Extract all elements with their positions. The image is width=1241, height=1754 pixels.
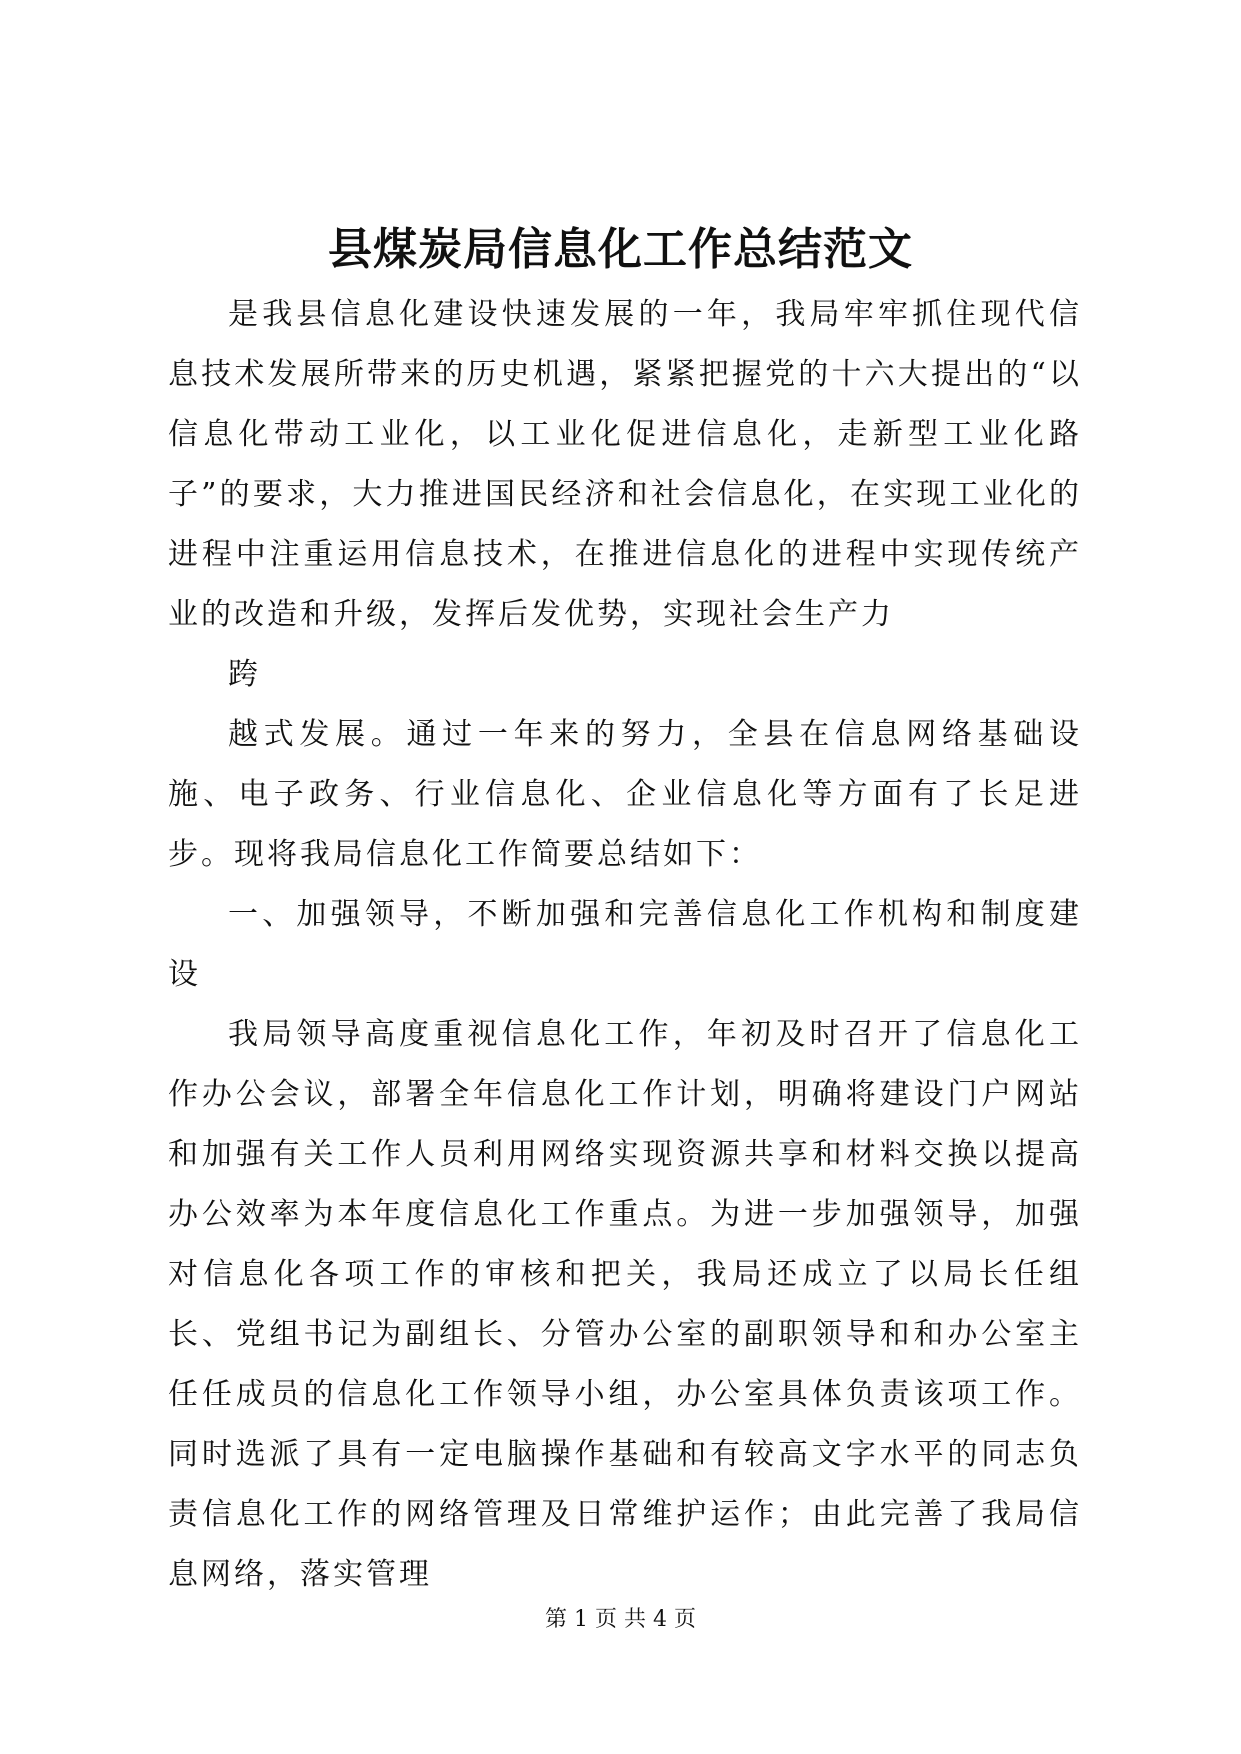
document-title: 县煤炭局信息化工作总结范文 (328, 224, 913, 275)
paragraph-progress: 越式发展。通过一年来的努力，全县在信息网络基础设施、电子政务、行业信息化、企业信息化等方面有了长足进步。现将我局信息化工作简要总结如下： (168, 717, 1082, 872)
paragraph-fragment: 跨 (228, 657, 261, 692)
section-heading-1: 一、加强领导，不断加强和完善信息化工作机构和制度建设 (168, 897, 1082, 992)
paragraph-intro: 是我县信息化建设快速发展的一年，我局牢牢抓住现代信息技术发展所带来的历史机遇，紧紧把握党的十六大提出的“以信息化带动工业化，以工业化促进信息化，走新型工业化路子”的要求，大力推进国民经济和社会信息化，在实现工业化的进程中注重运用信息技术，在推进信息化的进程中实现传统产业的改造和升级，发挥后发优势，实现社会生产力 (168, 297, 1082, 632)
document-body (168, 285, 1082, 1605)
page-footer: 第 1 页 共 4 页 (545, 1607, 696, 1632)
paragraph-leadership: 我局领导高度重视信息化工作，年初及时召开了信息化工作办公会议，部署全年信息化工作计划，明确将建设门户网站和加强有关工作人员利用网络实现资源共享和材料交换以提高办公效率为本年度信息化工作重点。为进一步加强领导，加强对信息化各项工作的审核和把关，我局还成立了以局长任组长、党组书记为副组长、分管办公室的副职领导和和办公室主任任成员的信息化工作领导小组，办公室具体负责该项工作。同时选派了具有一定电脑操作基础和有较高文字水平的同志负责信息化工作的网络管理及日常维护运作；由此完善了我局信息网络，落实管理 (168, 1017, 1082, 1592)
